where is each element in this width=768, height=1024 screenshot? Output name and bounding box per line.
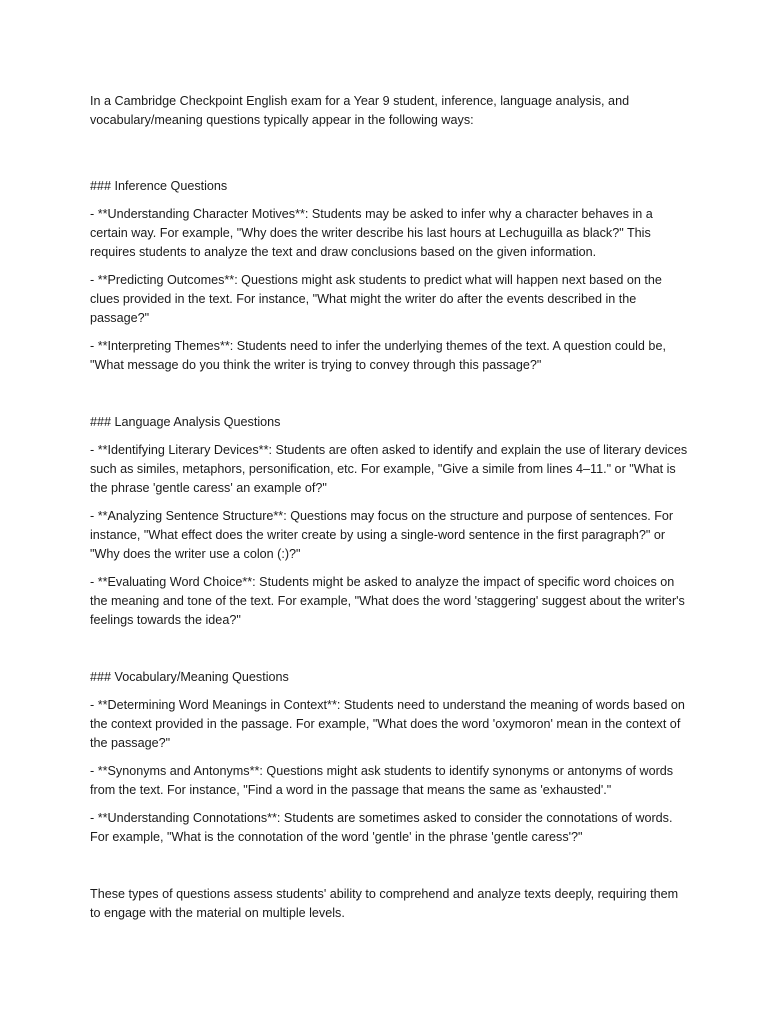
list-item: - **Evaluating Word Choice**: Students might be asked to analyze the impact of specific word choices on the meaning and tone of the text. For example, "What does the word 'staggering' suggest about the writer's feelings towards the idea?" — [90, 575, 685, 627]
section-heading: ### Vocabulary/Meaning Questions — [90, 670, 289, 684]
list-item: - **Analyzing Sentence Structure**: Questions may focus on the structure and purpose of sentences. For instance, "What effect does the writer create by using a single-word sentence in the first paragraph?" or "Why does the writer use a colon (:)?" — [90, 509, 674, 561]
section-heading: ### Language Analysis Questions — [90, 415, 281, 429]
section-heading: ### Inference Questions — [90, 179, 228, 193]
inference-section — [90, 177, 690, 375]
language-analysis-section — [90, 413, 690, 630]
list-item: - **Interpreting Themes**: Students need to infer the underlying themes of the text. A question could be, "What message do you think the writer is trying to convey through this passage?" — [90, 339, 666, 372]
list-item: - **Understanding Connotations**: Students are sometimes asked to consider the connotations of words. For example, "What is the connotation of the word 'gentle' in the phrase 'gentle caress'?" — [90, 811, 673, 844]
list-item: - **Identifying Literary Devices**: Students are often asked to identify and explain the use of literary devices such as similes, metaphors, personification, etc. For example, "Give a simile from lines 4–11." or "What is the phrase 'gentle caress' an example of?" — [90, 443, 688, 495]
list-item: - **Determining Word Meanings in Context**: Students need to understand the meaning of words based on the context provided in the passage. For example, "What does the word 'oxymoron' mean in the context of the passage?" — [90, 698, 685, 750]
list-item: - **Predicting Outcomes**: Questions might ask students to predict what will happen next based on the clues provided in the text. For instance, "What might the writer do after the events described in the passage?" — [90, 273, 662, 325]
intro-paragraph: In a Cambridge Checkpoint English exam for a Year 9 student, inference, language analysis, and vocabulary/meaning questions typically appear in the following ways: — [90, 94, 630, 127]
closing-paragraph: These types of questions assess students' ability to comprehend and analyze texts deeply, requiring them to engage with the material on multiple levels. — [90, 887, 679, 920]
document-page — [90, 92, 690, 923]
vocabulary-section — [90, 668, 690, 847]
list-item: - **Understanding Character Motives**: Students may be asked to infer why a character behaves in a certain way. For example, "Why does the writer describe his last hours at Lechuguilla as black?" This requires students to analyze the text and draw conclusions based on the given information. — [90, 207, 653, 259]
list-item: - **Synonyms and Antonyms**: Questions might ask students to identify synonyms or antonyms of words from the text. For instance, "Find a word in the passage that means the same as 'exhausted'." — [90, 764, 674, 797]
